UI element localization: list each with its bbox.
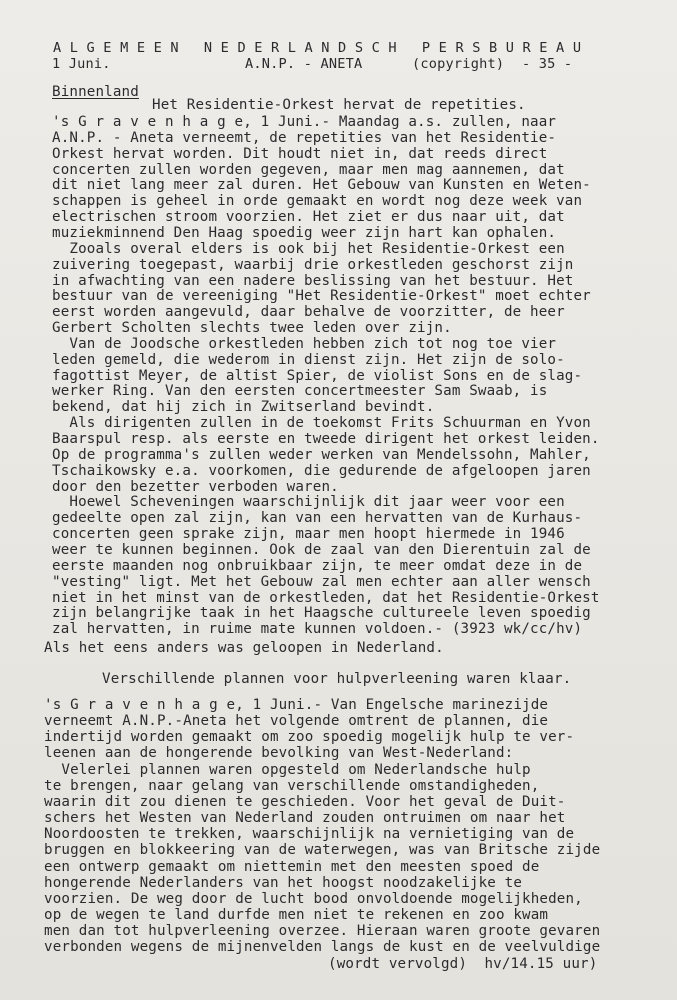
text-line: weer te kunnen beginnen. Ook de zaal van den Dierentuin zal de bbox=[52, 541, 591, 558]
text-line: indertijd worden gemaakt om zoo spoedig mogelijk hulp te ver- bbox=[44, 729, 575, 746]
copyright-notice: (copyright) bbox=[412, 56, 505, 72]
text-line: schers het Westen van Nederland zouden ontruimen om naar het bbox=[44, 810, 566, 827]
text-line: Tschaikowsky e.a. voorkomen, die gedurende de afgeloopen jaren bbox=[52, 462, 591, 479]
text-line: gedeelte open zal zijn, kan van een hervatten van de Kurhaus- bbox=[52, 510, 583, 527]
text-line: niet in het minst van de orkestleden, dat het Residentie-Orkest bbox=[52, 589, 600, 606]
text-line: zijn belangrijke taak in het Haagsche cultureele leven spoedig bbox=[52, 605, 591, 622]
dateline: 1 Juni. bbox=[52, 56, 111, 72]
section-label: Binnenland bbox=[52, 84, 139, 100]
text-line: leden gemeld, die wederom in dienst zijn. Het zijn de solo- bbox=[52, 351, 565, 368]
continuation-note: (wordt vervolgd) hv/14.15 uur) bbox=[328, 956, 598, 972]
text-line: bestuur van de vereeniging "Het Residentie-Orkest" moet echter bbox=[52, 288, 591, 305]
source-line: A.N.P. - ANETA bbox=[245, 56, 363, 72]
text-line: bekend, dat hij zich in Zwitserland bevindt. bbox=[52, 399, 435, 416]
text-line: verneemt A.N.P.-Aneta het volgende omtrent de plannen, die bbox=[44, 713, 549, 730]
text-line: schappen is geheel in orde gemaakt en wordt nog deze week van bbox=[52, 193, 583, 210]
text-line: fagottist Meyer, de altist Spier, de violist Sons en de slag- bbox=[52, 367, 583, 384]
text-line: eerst worden aangevuld, daar behalve de voorzitter, de heer bbox=[52, 304, 565, 321]
text-line: Van de Joodsche orkestleden hebben zich tot nog toe vier bbox=[52, 335, 557, 352]
text-line: muziekminnend Den Haag spoedig weer zijn hart kan ophalen. bbox=[52, 224, 557, 241]
text-line: electrischen stroom voorzien. Het ziet er dus naar uit, dat bbox=[52, 209, 565, 226]
text-line: verbonden wegens de mijnenvelden langs de kust en de veelvuldige bbox=[44, 939, 601, 956]
text-line: door den bezetter verboden waren. bbox=[52, 478, 339, 495]
text-line: Noordoosten te trekken, waarschijnlijk na vernietiging van de bbox=[44, 826, 575, 843]
agency-heading: A L G E M E E N N E D E R L A N D S C H P E R S B U R E A U bbox=[53, 40, 582, 56]
text-line: leenen aan de hongerende bevolking van West-Nederland: bbox=[44, 745, 514, 762]
text-line: werker Ring. Van den eersten concertmeester Sam Swaab, is bbox=[52, 383, 548, 400]
text-line: in afwachting van een nadere beslissing van het bestuur. Het bbox=[52, 272, 574, 289]
text-line: zal hervatten, in ruime mate kunnen voldoen.- (3923 wk/cc/hv) bbox=[52, 621, 583, 638]
text-line: Op de programma's zullen weder werken van Mendelssohn, Mahler, bbox=[52, 446, 591, 463]
page-number: - 35 - bbox=[522, 56, 573, 72]
article-title: Het Residentie-Orkest hervat de repetities. bbox=[152, 97, 526, 113]
article-title: Als het eens anders was geloopen in Nederland. bbox=[44, 640, 444, 656]
text-line: Gerbert Scholten slechts twee leden over zijn. bbox=[52, 320, 452, 337]
text-line: eerste maanden nog onbruikbaar zijn, te meer omdat deze in de bbox=[52, 557, 583, 574]
text-line: waarin dit zou dienen te geschieden. Voor het geval de Duit- bbox=[44, 793, 566, 810]
text-line: hongerende Nederlanders van het hoogst noodzakelijke te bbox=[44, 874, 523, 891]
text-line: te brengen, naar gelang van verschillende omstandigheden, bbox=[44, 777, 540, 794]
text-line: zuivering toegepast, waarbij drie orkestleden geschorst zijn bbox=[52, 256, 574, 273]
text-line: concerten geen sprake zijn, maar men hoopt hiermede in 1946 bbox=[52, 526, 565, 543]
text-line: Orkest hervat worden. Dit houdt niet in, dat reeds direct bbox=[52, 145, 548, 162]
text-line: Hoewel Scheveningen waarschijnlijk dit jaar weer voor een bbox=[52, 494, 565, 511]
text-line: dit niet lang meer zal duren. Het Gebouw van Kunsten en Weten- bbox=[52, 177, 591, 194]
text-line: Velerlei plannen waren opgesteld om Nederlandsche hulp bbox=[44, 761, 531, 778]
text-line: Als dirigenten zullen in de toekomst Frits Schuurman en Yvon bbox=[52, 415, 591, 432]
text-line: voorzien. De weg door de lucht bood onvoldoende mogelijkheden, bbox=[44, 890, 583, 907]
text-line: "vesting" ligt. Met het Gebouw zal men echter aan aller wensch bbox=[52, 573, 591, 590]
text-line: A.N.P. - Aneta verneemt, de repetities van het Residentie- bbox=[52, 129, 557, 146]
text-line: 's G r a v e n h a g e, 1 Juni.- Maandag a.s. zullen, naar bbox=[52, 114, 557, 130]
text-line: Zooals overal elders is ook bij het Residentie-Orkest een bbox=[52, 240, 565, 257]
text-line: bruggen en blokkeering van de waterwegen, was van Britsche zijde bbox=[44, 842, 601, 859]
text-line: Baarspul resp. als eerste en tweede dirigent het orkest leiden. bbox=[52, 431, 600, 447]
text-line: op de wegen te land durfde men niet te rekenen en zoo kwam bbox=[44, 906, 549, 923]
text-line: concerten zullen worden gegeven, maar men mag aannemen, dat bbox=[52, 161, 565, 178]
text-line: men dan tot hulpverleening overzee. Hieraan waren groote gevaren bbox=[44, 923, 601, 940]
text-line: 's G r a v e n h a g e, 1 Juni.- Van Engelsche marinezijde bbox=[44, 697, 549, 713]
article-subtitle: Verschillende plannen voor hulpverleening waren klaar. bbox=[102, 671, 572, 687]
text-line: een ontwerp gemaakt om niettemin met den meesten spoed de bbox=[44, 858, 540, 875]
